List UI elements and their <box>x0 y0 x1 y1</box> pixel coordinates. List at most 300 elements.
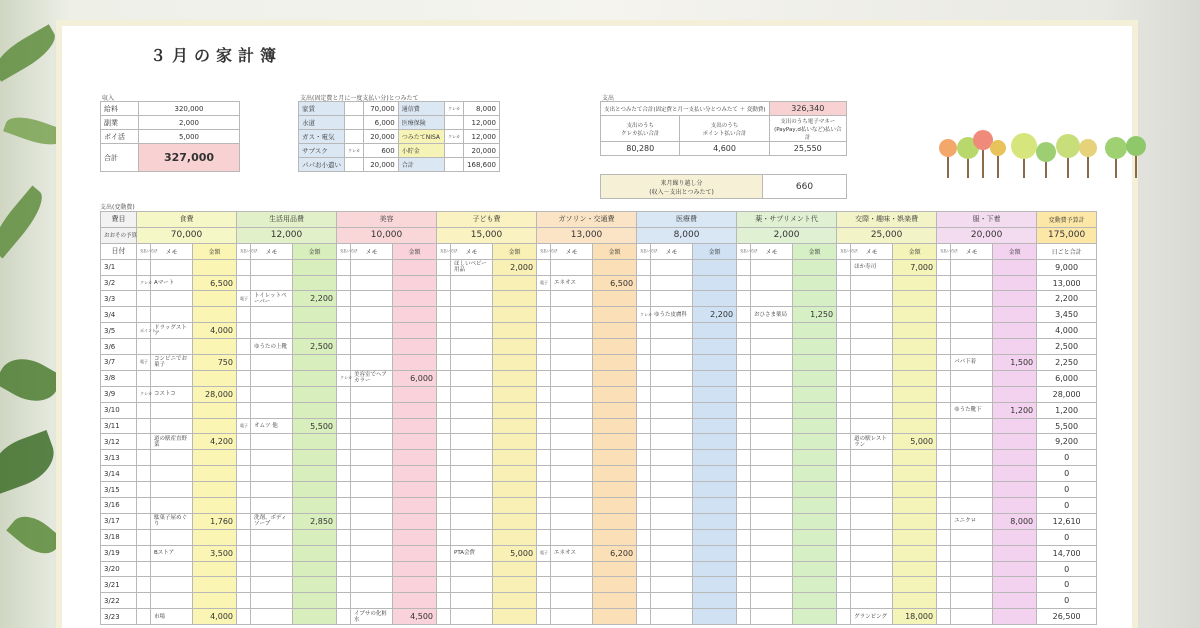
expense-col-point: 支出のうち ポイント払い合計 <box>680 116 769 142</box>
amount-cell <box>793 323 837 339</box>
memo-cell <box>651 370 693 386</box>
pay-method-cell <box>837 339 851 355</box>
pay-method-cell <box>237 355 251 371</box>
memo-cell <box>551 370 593 386</box>
amount-cell <box>493 339 537 355</box>
memo-cell <box>451 561 493 577</box>
fixed-left-value: 6,000 <box>364 116 399 130</box>
date-cell: 3/9 <box>101 386 137 402</box>
category-name: 食費 <box>137 212 237 228</box>
amount-cell <box>993 418 1037 434</box>
amount-cell <box>793 498 837 514</box>
date-cell: 3/14 <box>101 466 137 482</box>
daily-total-cell: 9,000 <box>1037 259 1097 275</box>
pay-method-cell <box>837 307 851 323</box>
amount-cell <box>793 339 837 355</box>
amount-cell <box>993 291 1037 307</box>
memo-cell <box>751 418 793 434</box>
amount-cell <box>793 561 837 577</box>
memo-cell: エネオス <box>551 275 593 291</box>
amount-cell <box>993 498 1037 514</box>
pay-method-cell <box>237 609 251 625</box>
amount-cell: 2,000 <box>493 259 537 275</box>
memo-cell <box>551 355 593 371</box>
fixed-right-label: 小貯金 <box>398 144 444 158</box>
table-row <box>101 386 1097 402</box>
amount-cell <box>393 307 437 323</box>
amount-cell <box>493 355 537 371</box>
pay-method-cell <box>437 370 451 386</box>
pay-method-cell <box>937 466 951 482</box>
memo-cell <box>351 275 393 291</box>
pay-method-cell <box>537 482 551 498</box>
fixed-left-label: 水道 <box>299 116 345 130</box>
memo-cell <box>651 561 693 577</box>
amount-header: 金額 <box>593 243 637 259</box>
pay-method-cell <box>837 577 851 593</box>
pay-method-cell <box>837 561 851 577</box>
memo-cell: コンビニでお菓子 <box>151 355 193 371</box>
date-cell: 3/8 <box>101 370 137 386</box>
table-row <box>101 339 1097 355</box>
amount-cell <box>693 386 737 402</box>
amount-cell <box>593 609 637 625</box>
memo-cell: ユニクロ <box>951 513 993 529</box>
memo-cell <box>451 323 493 339</box>
memo-cell <box>551 609 593 625</box>
memo-header: メモ <box>951 243 993 259</box>
amount-cell <box>193 561 237 577</box>
amount-cell <box>993 339 1037 355</box>
amount-cell <box>393 561 437 577</box>
memo-cell <box>851 593 893 609</box>
pay-method-header: 支払い方法 <box>137 243 151 259</box>
pay-method-cell <box>337 307 351 323</box>
amount-cell <box>593 498 637 514</box>
memo-cell <box>651 259 693 275</box>
fixed-right-label: 医療保険 <box>398 116 444 130</box>
memo-cell <box>251 466 293 482</box>
pay-method-cell <box>437 466 451 482</box>
amount-cell <box>393 577 437 593</box>
amount-cell <box>493 482 537 498</box>
pay-method-header: 支払い方法 <box>237 243 251 259</box>
memo-cell <box>751 434 793 450</box>
fixed-row <box>299 102 500 116</box>
pay-method-cell <box>337 545 351 561</box>
pay-method-cell <box>337 323 351 339</box>
pay-method-cell <box>337 561 351 577</box>
date-cell: 3/23 <box>101 609 137 625</box>
memo-cell <box>751 450 793 466</box>
memo-header: メモ <box>351 243 393 259</box>
amount-cell <box>393 386 437 402</box>
table-row <box>101 418 1097 434</box>
category-budget: 10,000 <box>337 227 437 243</box>
memo-cell <box>451 275 493 291</box>
memo-cell <box>651 402 693 418</box>
amount-cell <box>793 545 837 561</box>
amount-cell <box>493 561 537 577</box>
amount-cell <box>693 370 737 386</box>
amount-cell <box>693 402 737 418</box>
amount-cell <box>393 418 437 434</box>
pay-method-cell <box>937 291 951 307</box>
pay-method-cell <box>237 561 251 577</box>
memo-cell: オムツ 他 <box>251 418 293 434</box>
pay-method-cell <box>437 275 451 291</box>
expense-col-emoney: 支出のうち電子マネー (PayPay,d払いなど)払い合計 <box>769 116 846 142</box>
daily-total-cell: 14,700 <box>1037 545 1097 561</box>
memo-cell <box>351 466 393 482</box>
memo-cell <box>351 355 393 371</box>
amount-cell: 4,000 <box>193 609 237 625</box>
fixed-right-note <box>445 144 464 158</box>
memo-cell <box>551 466 593 482</box>
category-name: ガソリン・交通費 <box>537 212 637 228</box>
pay-method-cell <box>337 339 351 355</box>
amount-header: 金額 <box>693 243 737 259</box>
amount-cell <box>593 307 637 323</box>
pay-method-cell <box>737 609 751 625</box>
pay-method-cell: クレカ <box>137 386 151 402</box>
pay-method-cell <box>837 275 851 291</box>
income-row <box>101 102 240 116</box>
memo-cell <box>951 609 993 625</box>
memo-cell <box>451 609 493 625</box>
amount-cell <box>193 577 237 593</box>
fixed-table <box>298 101 500 172</box>
amount-cell <box>293 561 337 577</box>
memo-cell <box>751 561 793 577</box>
amount-cell <box>293 355 337 371</box>
amount-cell <box>693 609 737 625</box>
pay-method-cell <box>937 513 951 529</box>
pay-method-cell: クレカ <box>637 307 651 323</box>
variable-label: 支出(変動費) <box>100 204 135 211</box>
daily-total-cell: 0 <box>1037 529 1097 545</box>
total-category: 変動費予算計 <box>1037 212 1097 228</box>
memo-cell <box>551 593 593 609</box>
amount-cell <box>793 418 837 434</box>
daily-total-cell: 5,500 <box>1037 418 1097 434</box>
amount-cell <box>393 402 437 418</box>
pay-method-cell <box>137 418 151 434</box>
memo-cell <box>551 418 593 434</box>
memo-cell <box>251 323 293 339</box>
page-title: ３月の家計簿 <box>150 46 283 65</box>
amount-cell <box>693 291 737 307</box>
amount-cell <box>493 386 537 402</box>
pay-method-header: 支払い方法 <box>837 243 851 259</box>
amount-cell <box>293 259 337 275</box>
daily-total-cell: 3,450 <box>1037 307 1097 323</box>
amount-cell <box>193 593 237 609</box>
memo-cell <box>151 450 193 466</box>
pay-method-cell <box>837 434 851 450</box>
pay-method-cell <box>337 355 351 371</box>
pay-method-cell: クレカ <box>137 275 151 291</box>
fixed-left-label: ガス・電気 <box>299 130 345 144</box>
amount-cell <box>993 370 1037 386</box>
memo-cell: コストコ <box>151 386 193 402</box>
category-name: 交際・趣味・娯楽費 <box>837 212 937 228</box>
date-cell: 3/4 <box>101 307 137 323</box>
memo-cell: Bストア <box>151 545 193 561</box>
amount-cell <box>893 275 937 291</box>
amount-cell <box>693 259 737 275</box>
trees-illustration <box>937 126 1152 184</box>
pay-method-cell <box>437 418 451 434</box>
memo-cell <box>151 577 193 593</box>
pay-method-cell <box>137 434 151 450</box>
amount-cell: 5,500 <box>293 418 337 434</box>
memo-cell <box>151 402 193 418</box>
pay-method-cell <box>337 450 351 466</box>
category-budget: 13,000 <box>537 227 637 243</box>
amount-cell <box>393 529 437 545</box>
pay-method-cell <box>837 402 851 418</box>
memo-cell <box>951 529 993 545</box>
amount-cell <box>793 402 837 418</box>
memo-cell <box>451 307 493 323</box>
memo-cell: Aマート <box>151 275 193 291</box>
memo-cell <box>651 339 693 355</box>
fixed-row <box>299 144 500 158</box>
memo-cell <box>351 561 393 577</box>
date-cell: 3/21 <box>101 577 137 593</box>
amount-cell <box>593 370 637 386</box>
category-budget: 8,000 <box>637 227 737 243</box>
memo-header: メモ <box>851 243 893 259</box>
amount-cell: 1,200 <box>993 402 1037 418</box>
memo-cell: おひさま薬局 <box>751 307 793 323</box>
pay-method-cell <box>137 370 151 386</box>
daily-total-cell: 2,200 <box>1037 291 1097 307</box>
pay-method-cell <box>837 545 851 561</box>
fixed-right-note <box>445 158 464 172</box>
memo-cell <box>751 482 793 498</box>
daily-total-cell: 0 <box>1037 466 1097 482</box>
pay-method-cell <box>137 482 151 498</box>
pay-method-cell <box>537 529 551 545</box>
amount-header: 金額 <box>193 243 237 259</box>
amount-header: 金額 <box>393 243 437 259</box>
pay-method-cell <box>737 482 751 498</box>
amount-cell <box>693 275 737 291</box>
memo-cell <box>351 482 393 498</box>
pay-method-cell <box>637 386 651 402</box>
pay-method-cell <box>737 370 751 386</box>
memo-cell <box>451 355 493 371</box>
amount-cell <box>993 307 1037 323</box>
pay-method-cell <box>237 545 251 561</box>
memo-cell <box>451 386 493 402</box>
fixed-left-label: サブスク <box>299 144 345 158</box>
memo-cell: 美容室でヘアカラー <box>351 370 393 386</box>
pay-method-cell <box>337 513 351 529</box>
carry-over-table <box>600 174 847 199</box>
memo-cell <box>351 450 393 466</box>
pay-method-cell <box>937 355 951 371</box>
memo-cell: 駄菓子屋めぐり <box>151 513 193 529</box>
memo-cell <box>251 370 293 386</box>
memo-cell <box>851 466 893 482</box>
tree-icon <box>939 130 1146 178</box>
pay-method-cell <box>637 513 651 529</box>
amount-cell: 8,000 <box>993 513 1037 529</box>
fixed-row <box>299 116 500 130</box>
memo-cell <box>551 307 593 323</box>
daily-total-cell: 0 <box>1037 561 1097 577</box>
pay-method-cell <box>637 355 651 371</box>
pay-method-cell <box>137 577 151 593</box>
memo-cell <box>751 577 793 593</box>
pay-method-cell <box>437 355 451 371</box>
amount-cell <box>893 307 937 323</box>
memo-cell <box>651 450 693 466</box>
memo-cell <box>651 355 693 371</box>
memo-cell <box>851 339 893 355</box>
memo-cell <box>251 482 293 498</box>
pay-method-header: 支払い方法 <box>737 243 751 259</box>
pay-method-cell <box>137 307 151 323</box>
income-name: 副業 <box>101 116 139 130</box>
daily-total-cell: 2,500 <box>1037 339 1097 355</box>
fixed-left-value: 600 <box>364 144 399 158</box>
pay-method-cell <box>237 339 251 355</box>
amount-cell <box>293 386 337 402</box>
pay-method-cell <box>737 545 751 561</box>
amount-cell <box>893 291 937 307</box>
amount-cell <box>693 593 737 609</box>
memo-cell <box>651 513 693 529</box>
pay-method-cell <box>637 275 651 291</box>
pay-method-cell <box>437 434 451 450</box>
pay-method-cell <box>737 466 751 482</box>
memo-cell <box>751 339 793 355</box>
pay-method-cell <box>737 307 751 323</box>
memo-cell <box>851 386 893 402</box>
table-row <box>101 593 1097 609</box>
carry-over-label: 来月繰り越し分 (収入－支出とつみたて) <box>601 175 763 199</box>
pay-method-cell <box>537 450 551 466</box>
memo-cell <box>351 593 393 609</box>
pay-method-cell <box>337 275 351 291</box>
amount-cell <box>993 275 1037 291</box>
amount-cell <box>993 593 1037 609</box>
amount-cell: 1,250 <box>793 307 837 323</box>
pay-method-cell <box>437 386 451 402</box>
category-header-row <box>101 212 1097 228</box>
table-row <box>101 561 1097 577</box>
pay-method-cell <box>537 402 551 418</box>
amount-header: 金額 <box>493 243 537 259</box>
amount-cell: 2,200 <box>293 291 337 307</box>
date-cell: 3/6 <box>101 339 137 355</box>
memo-cell <box>351 339 393 355</box>
pay-method-cell <box>837 370 851 386</box>
amount-cell <box>693 466 737 482</box>
pay-method-cell <box>237 498 251 514</box>
memo-cell <box>651 545 693 561</box>
amount-cell <box>193 307 237 323</box>
amount-cell <box>293 275 337 291</box>
category-name: 子ども費 <box>437 212 537 228</box>
memo-cell <box>951 386 993 402</box>
fixed-right-note <box>445 116 464 130</box>
pay-method-cell: 電子 <box>137 355 151 371</box>
memo-cell <box>951 498 993 514</box>
pay-method-cell <box>137 402 151 418</box>
income-total-row <box>101 144 240 172</box>
amount-cell <box>493 402 537 418</box>
amount-cell <box>793 259 837 275</box>
amount-cell <box>393 355 437 371</box>
income-value: 2,000 <box>139 116 240 130</box>
memo-cell: グランピング <box>851 609 893 625</box>
amount-cell <box>493 418 537 434</box>
memo-cell <box>651 529 693 545</box>
pay-method-cell <box>137 545 151 561</box>
pay-method-cell <box>837 498 851 514</box>
fixed-right-value: 12,000 <box>464 116 500 130</box>
amount-cell <box>493 275 537 291</box>
table-row <box>101 402 1097 418</box>
pay-method-cell <box>437 561 451 577</box>
memo-cell <box>251 577 293 593</box>
amount-cell <box>393 323 437 339</box>
amount-cell <box>793 593 837 609</box>
pay-method-cell <box>237 370 251 386</box>
memo-cell <box>151 307 193 323</box>
amount-cell <box>893 370 937 386</box>
amount-cell <box>793 609 837 625</box>
amount-cell <box>893 577 937 593</box>
daily-total-cell: 0 <box>1037 577 1097 593</box>
amount-cell <box>193 370 237 386</box>
pay-method-cell <box>937 434 951 450</box>
pay-method-cell <box>337 386 351 402</box>
pay-method-cell <box>737 498 751 514</box>
category-name: 生活用品費 <box>237 212 337 228</box>
memo-cell <box>351 259 393 275</box>
pay-method-cell <box>937 339 951 355</box>
memo-cell <box>151 259 193 275</box>
memo-cell <box>951 339 993 355</box>
fixed-left-note <box>345 158 364 172</box>
memo-cell <box>551 450 593 466</box>
amount-cell <box>493 434 537 450</box>
pay-method-cell <box>937 402 951 418</box>
memo-cell <box>351 291 393 307</box>
pay-method-cell <box>637 593 651 609</box>
pay-method-cell <box>737 402 751 418</box>
memo-cell: 道の駅産直野菜 <box>151 434 193 450</box>
income-value: 320,000 <box>139 102 240 116</box>
amount-cell <box>293 593 337 609</box>
pay-method-cell <box>237 513 251 529</box>
pay-method-cell <box>837 529 851 545</box>
amount-cell <box>793 577 837 593</box>
fixed-left-value: 70,000 <box>364 102 399 116</box>
expense-label: 支出 <box>602 95 615 102</box>
amount-cell: 5,000 <box>893 434 937 450</box>
memo-cell <box>351 498 393 514</box>
pay-method-cell <box>437 545 451 561</box>
category-name: 服・下着 <box>937 212 1037 228</box>
memo-cell <box>951 561 993 577</box>
